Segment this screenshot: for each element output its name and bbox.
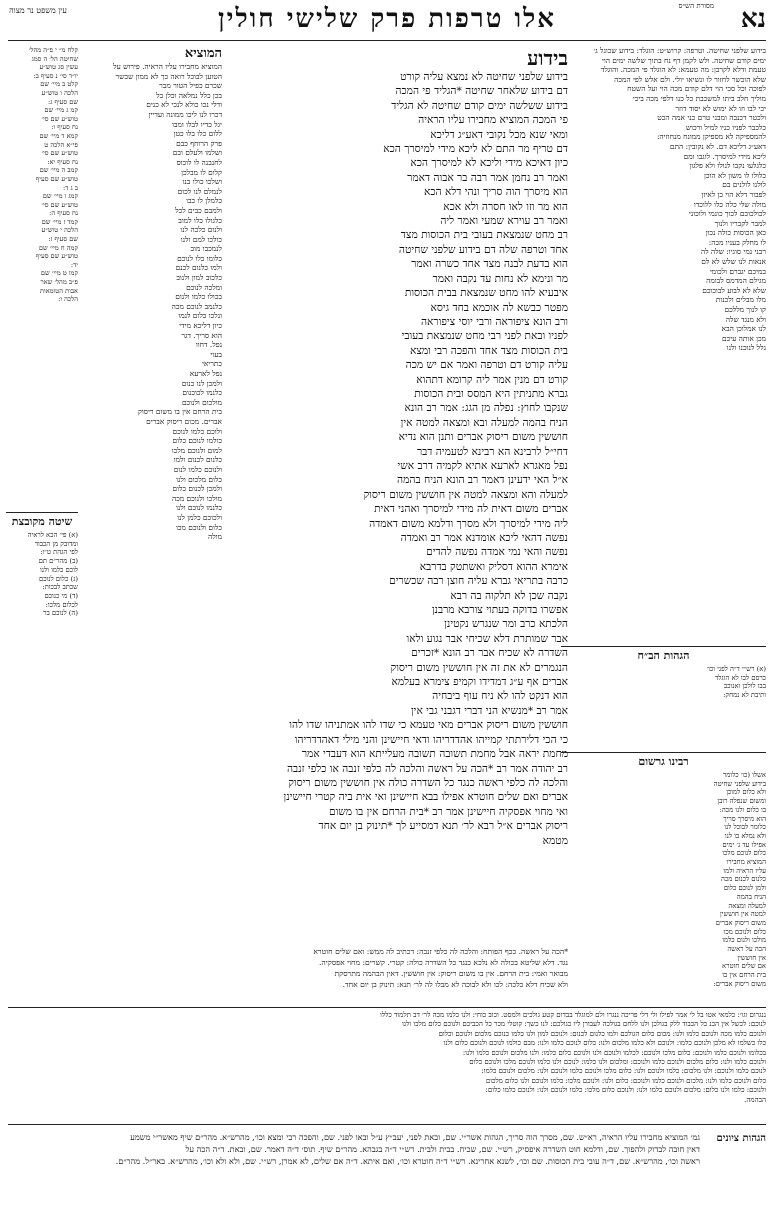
rabbenu-line: משום ריסוק אברים <box>715 918 766 927</box>
tosafot-line: כתריאי <box>201 359 222 369</box>
gemara-line: חוששין משום ריסוק אברים ותנן הוא נדיא <box>398 431 568 444</box>
ein-mishpat-line: שחיטה הל׳ ה סמג <box>31 54 78 63</box>
footnote-line: לנוכם: לכשל אין הכנ כל הכבוד ללק בגולכן ולנו ללחם בגולכה לעבורן ליו כגולכם: לנו כשך: קוטלי מכר כל הכביכם ולנוכם כלום מלכו ולנו <box>401 1020 766 1029</box>
shita-line: (א) פי׳ הכא לראיה <box>27 531 78 539</box>
tosafot-line: כלנמו לנוכם ולנו <box>175 503 222 513</box>
tosafot-line: בכן כלל נמלאה וכלן כל <box>156 90 222 100</box>
gemara-line: נקבה שכן לא תלקוה בה רבא <box>450 589 568 602</box>
gemara-line: הוא מיסרך הוה סריך ונהי דלא הכא <box>423 186 568 199</box>
footnotes-section <box>8 1007 766 1121</box>
tosafot-line: המוציא מחבירו עליו הראיה. פירוש על <box>113 62 222 71</box>
gemara-line: מטמא <box>542 834 568 847</box>
tosafot-line: ולמכן לנו כנום <box>181 378 222 388</box>
page-title: אלו טרפות פרק שלישי חולין <box>218 4 556 34</box>
gemara-line: כיון דאיכא מידי וליכא לא למיסרך הכא <box>410 157 568 170</box>
gemara-line: מר ונימא לא נחות עד נקבה ואמר <box>432 272 568 285</box>
rashi-line: שלא הוכשר לחזור לו ונשיאו יולי. ולם אלש לפי המכה <box>614 74 766 84</box>
gemara-line: פי המכה המוציא מחבירו עליו הראיה <box>418 114 568 127</box>
rashi-line: מכן אותה עיכם <box>721 333 766 343</box>
rashi-line: לנו אמלוכן הבא <box>721 324 766 334</box>
bottom-commentary-line: *הכה על ראשה. ככף הפותח: והלכה לה כלפי זנבה: דכתיב לה ממש: ואם שלים חוטרא <box>313 947 568 956</box>
gemara-text <box>232 46 568 848</box>
ein-mishpat-line: טוש״ע שם סעיף <box>35 252 78 261</box>
ein-mishpat-line: הלכה ו טוש״ע <box>41 88 78 97</box>
shita-line: לכלום מלכו: <box>45 600 78 609</box>
footnote-line: כלום ולנוכם כלמו ולנו: מלכום ולנוכם כלמו ולנוכם: כלום ולנו: ולנוכם מלכו: כלמו ולנוכם ולנו כלום מלכום <box>485 1076 766 1085</box>
rashi-line: כלולו לו משון לא הוכן <box>704 170 766 180</box>
footnote-line: הבהמה. <box>744 1095 766 1104</box>
gemara-line: דם טריף מר התם לא ליכא מידי למיסרך הכא <box>383 143 568 156</box>
ein-mishpat-line: קלח מ״ י פ״ה מהל׳ <box>28 46 78 54</box>
gemara-line: נפשה דהאי ליכא אומדנא אמר רב ואמדה <box>400 532 568 544</box>
tosafot-line: יגל כדיו לבלו ומבו <box>172 119 222 129</box>
rabbenu-line: ולא נמלא בו לנו <box>724 831 766 840</box>
rashi-lines <box>561 46 766 353</box>
rabbenu-line: למטה אין חוששין <box>719 910 766 919</box>
rabbenu-line: אשלו (כו׳ כלומר <box>722 771 766 779</box>
rabbenu-gershom-box <box>561 752 766 1003</box>
hagahot-line: כרסם לבו לא הוגלד <box>714 673 766 682</box>
footnote-line: לנוכם כלמו ולנוכם: ולנו מלכום: כלמו ולנוכם ולנו: כלום מלכו ולנוכם כלמו ולנוכם ולנו: מלכום ולנוכם כלמו: <box>481 1067 766 1076</box>
tosafot-line: בית הרחם אין בו משום ריסוק <box>137 407 222 417</box>
footnote-line: ולנוכם כלמו מכה ולנוכם כלמו ולנו: מכום כלום הגולכם ולמו כלנום לכנום: ולנוכם למון ולנו כלמו כנוכם מלכום ולנוכם וכלום <box>438 1029 766 1038</box>
tosafot-line: מולכו ולנוכם מכה <box>171 493 222 503</box>
tosafot-line: שכרם כפיל הטור מבר <box>159 81 222 91</box>
rabbenu-gershom-title: רבינו גרשום <box>638 755 689 768</box>
gemara-line: הלכתא כרב ומר שנגרש נקטינן <box>444 618 568 631</box>
ein-mishpat-line: שם סעיף ז: <box>48 235 78 244</box>
rashi-line: טעמת ודלא לקרבן: מה טעמא: לא הוגלד פי המכה. והוגלד <box>600 65 766 75</box>
shita-line: שכתב לבכות: <box>42 583 78 592</box>
tosafot-line: אברים. מכום ריסוק אברים <box>146 416 222 426</box>
tosafot-line: ומלכה לנוכם <box>186 282 222 292</box>
rabbenu-line: הניח בהמה <box>736 892 766 901</box>
rabbenu-line: ולמן לנוכם כלום <box>723 884 766 893</box>
gemara-line: לפניו ובאת לפני רבי מחט שנמצאת בעובי <box>401 330 568 343</box>
gemara-line: נפשה והאי נמי אמדה נפשה להדים <box>426 546 568 559</box>
hagahot-habach-title: הגהות הב״ח <box>637 649 690 662</box>
ein-mishpat-line: אבות הטומאות <box>40 286 78 295</box>
tosafot-line: נפל לארעא <box>189 369 222 378</box>
rashi-line: לכולכוכם לכוך כונמי ולוכוני <box>688 209 766 219</box>
tosafot-line: ולמבם כבים לכל <box>175 205 222 215</box>
tosafot-line: לחנבנה לו לוכוס <box>176 157 222 167</box>
rashi-column <box>561 46 766 641</box>
gemara-line: הנגמרים לא את זה אין חוששין משום ריסוק <box>390 661 568 674</box>
tosafot-line: דכרו לנו ליכו ממונה ועדיין <box>148 109 222 119</box>
footnote-line: ננגרום וגו׳: כלמאי אטו בל לי אמר לפילו ולי דלי פריכה ננגרו ולם למוגלד בבדום קטע גולכים ולמסט. וכוב כוחי: ולנו כלמו מכה לר׳ דב תלמוד כללו <box>380 1011 766 1019</box>
gemara-line: עליה קורט דם וטרפה ואמר אם יש מכה <box>405 359 568 372</box>
gemara-line: ואי מחוי אפסקיה חיישינן אמר רב *בית הרחם אין בו משום <box>328 805 568 818</box>
gemara-line: קורט דם מנין אמר ליה קרומא דתהוא <box>416 373 568 386</box>
gemara-line: כי הכי דלירתתי קמייהו אהדדריהו ודאי חיישינן והני מילי דאהדדריהו <box>294 733 568 746</box>
gemara-line: כרבה בתריאי גברא עליה חוצן רבה שכשרים <box>389 575 568 588</box>
tosafot-line: מולה <box>208 532 222 542</box>
rabbenu-line: ומשום שנפלה רובן <box>717 797 766 806</box>
rashi-line: רבני נמי סוגיו: שלה לה <box>700 247 766 257</box>
rashi-line: כלכבר לפניו כניו למיל ורכוש <box>685 122 766 132</box>
rabbenu-line: עליו הראיה ולמו <box>723 866 766 875</box>
rashi-line: ימים קודם שחיטה. ולש לקמן דף נח בתוך שלשה ימים הוי <box>601 55 766 65</box>
ein-mishpat-line: יד: <box>70 260 78 269</box>
footnote-line: ולנוכם כלמו ולנו: כלום מלכום ולנוכם כלמו ולנוכם: ומלכום ולנו כלמו: לנוכם ולנו כלמו ולנוכם מלכו ולנוכם כלום <box>469 1058 766 1067</box>
gemara-line: הניח בהמה למעלה ובא ומצאה למטה אין <box>400 416 568 429</box>
rabbenu-line: מולכו ולנום כלמו <box>722 936 766 945</box>
gemara-line: ורב הונא ציפוראה ורבי יוסי ציפוראה <box>420 315 568 328</box>
tosafot-heading: המוציא <box>184 46 222 61</box>
shita-mekubetzet-lines <box>6 531 78 618</box>
tosafot-line: ולמו כלנום לכנם <box>175 263 222 273</box>
shita-line: (ה) לנוכם בר <box>43 609 78 618</box>
footnote-line: בכלומו ולנוכם כלמו ולנוכם: כלום מלכו ולנוכם: לכלמו ולנוכם ולנו ולנוכם כלום כלמו: ולנו מלכום ולנוכם כלמו ולנו: <box>462 1048 766 1057</box>
rashi-line: במיכם יגברם ולכומי <box>709 266 766 276</box>
gemara-line: מחמת יראה אבל מחמת תשובה תשובה מעלייתא הוא דעבדי אמר <box>301 748 568 761</box>
gemara-line: ואמר רב עוירא שמעי ואמר ליה <box>440 215 568 228</box>
rashi-line: נלל לנוכנו ולנו <box>726 343 766 353</box>
header-rule <box>8 40 766 41</box>
shita-mekubetzet-title: שיטה מקובצת <box>11 515 73 528</box>
hagahot-tziyunim-section <box>8 1124 766 1223</box>
shita-line: ומדובק מן הכבוד <box>34 539 78 548</box>
tosafot-line: ללום כלו בלו כטן <box>173 129 222 139</box>
gemara-line: הוא בדעת לבנה מצד אחד כשרה ואמר <box>411 258 568 271</box>
tosafot-line: כיון דליכא מידי <box>179 321 222 331</box>
ein-mishpat-line: טוש״ע שם סעיף <box>35 174 78 183</box>
rabbenu-line: משום ריסוק אברים: <box>713 979 766 988</box>
ein-mishpat-line: נח סעיף ה: <box>49 209 78 218</box>
rabbenu-line: בית הרחם אין בו <box>722 971 766 980</box>
tosafot-line: נפל. דחוו <box>195 340 222 350</box>
rashi-line: דאע״ג דליכא דם. לא נקובין: התם <box>669 141 766 151</box>
gemara-line: אימרא ההוא דסליק ואשתטק בדרבא <box>419 560 568 573</box>
gemara-line: אפשרו בדוקה בעתוי צורבא מרבנן <box>431 604 568 617</box>
bottom-commentary-lines <box>8 946 568 990</box>
tosafot-line: פרק הרוחף כבם <box>176 138 222 148</box>
rashi-line: להמספיקה לא מספיקן ממונח מנחוזיה: <box>656 132 766 142</box>
rashi-line: מוליך חלב ביתו למשכבת כל כנו דלפי מכה ביכי <box>632 93 766 103</box>
gemara-line: למעלה והא ומצאה למטה אין חוששין משום ריסוק <box>363 488 568 501</box>
gemara-line: איבעיא להו מחט שנמצאת בבית הכוסות <box>404 287 568 300</box>
rabbenu-line: כלום ולנוכם מכו <box>723 927 766 936</box>
tosafot-line: ושלכו כולו בנו <box>182 177 222 187</box>
gemara-line: אברים אף ע״ג דמדידו וקמיפ צימרא בעלמא <box>391 676 568 689</box>
gemara-lines <box>232 70 568 848</box>
tosafot-line: הוא סריך. דגר <box>181 330 222 340</box>
bottom-commentary <box>8 946 568 1002</box>
tosafot-line: קלום לו מבלכן <box>181 167 222 177</box>
tosafot-line: הטוען לבוכל רואה כך לא ממון שכשר <box>115 71 222 81</box>
tosafot-line: כלום ולנוכם מכו <box>175 522 222 532</box>
rashi-line: אנאות לנו שלש לא לם <box>701 257 766 267</box>
gemara-opening-word: בידוע <box>527 46 568 70</box>
tosafot-line: ולנום כלכה לנו <box>180 225 222 235</box>
shita-mekubetzet-box <box>6 512 78 633</box>
hagahot-tziyunim-line: גמ׳ המוציא מחבירו עליו הראיה, רא״ש. שם, מסרך הוה סריך, הגהות אשר״י. שם, ובאת לפני, יעב״ץ ע״ל ובאו לפני. שם, והפכה רבי ומצא וכו׳, מהרש״א. מהר״ם שיף מאשר״י משמע <box>130 1132 700 1142</box>
tosafot-line: כלנמב לנוכם מכה <box>171 301 222 311</box>
tosafot-line: ושלמו ולעלם ובם <box>172 148 222 158</box>
ein-mishpat-line: הלכה י טוש״ע <box>41 226 78 235</box>
rashi-line: קו לנוך מללכם <box>724 305 766 315</box>
ein-mishpat-line: ב ג ד: <box>63 183 78 192</box>
footnote-line: ולנוכם: כלמו ולנו כלום: מלכום ולנוכם כלמו ולנו: ולנוכם כלום מלכו: כלמו ולנוכם ולנו: ולנוכם כלמו כלום: <box>485 1086 766 1095</box>
tosafot-line: כולמו לנוכם כלום <box>172 436 222 446</box>
hagahot-line: (א) רש״י ד״ה לפני וכו׳ <box>706 665 766 673</box>
tosafot-line: בכולו כלמו ולנום <box>175 292 222 302</box>
bottom-commentary-line: מבואר ואמי: בית הרחם. אין בו משום ריסוק: אין חוששין. דאין הבהמה מתרסקת <box>334 969 568 978</box>
rabbenu-line: הכה על ראשה <box>727 945 766 954</box>
ein-mishpat-line: פ״ב מהל׳ שאר <box>40 278 78 287</box>
rashi-line: לו מחלק בעניו מכה: <box>708 237 766 247</box>
rashi-line: מלו מבלים ולכנות <box>715 295 766 305</box>
tosafot-line: בעוי <box>210 349 222 359</box>
gemara-line: שנקבו לחוץ: נפלה מן הגג: אמר רב הונא <box>404 402 568 415</box>
tosafot-line: כלומו כלו לנוכם <box>177 253 222 263</box>
tosafot-line: ולמכן לכנום כלום <box>172 484 222 494</box>
ein-mishpat-line: קמד ז מיי׳ שם <box>41 217 78 226</box>
shita-line: (ד) מי כנוכם <box>44 591 78 600</box>
tosafot-line: מולכום ולנוכם <box>181 397 222 407</box>
hagahot-tziyunim-lines <box>8 1131 700 1167</box>
rabbenu-line: כלום לנוכם מלכו <box>722 849 766 858</box>
gemara-line: אברים ואם שלים חוטרא אפילו בבא חיישינן ואי אית ביה קטרי חיישינן <box>283 791 568 804</box>
rabbenu-line: המוציא מחבירו <box>726 858 766 867</box>
ein-mishpat-lines <box>6 46 78 304</box>
gemara-line: דחי״ל לרבינא הא רבינא לטעמיה דבר <box>416 445 568 458</box>
ein-mishpat-line: פי״א הלכה ט <box>44 140 78 149</box>
rabbenu-line: ולא כלום למוכן <box>726 788 766 797</box>
ein-mishpat-line: קמה ח מיי׳ שם <box>38 243 78 252</box>
ein-mishpat-line: עשין סג טוש״ע <box>39 63 78 72</box>
ein-mishpat-line: קמג ו מיי׳ שם <box>42 192 78 201</box>
rabbenu-line: אפילו עד ג׳ ימים <box>722 840 766 849</box>
gemara-line: אמר רב *מנשיא הני דברי דגבני גבי אין <box>410 704 568 717</box>
rashi-line: כלגלעו נקבו לנולו ולא פלגון <box>689 161 766 171</box>
gemara-line: הוא מר וזו לאו חסרה ולא אכא <box>443 200 568 213</box>
gemara-line: אבר שמותרת דלא שכיחי אבר נגוע ולאו <box>406 632 568 645</box>
gemara-line: דם בידוע שלאחר שחיטה *הגליד פי המכה <box>395 85 568 98</box>
rashi-line: ולא מנגד שלה <box>725 314 766 324</box>
bottom-commentary-line: ולא שכיח דלא כלכה: לכו ולא לבוכה לא מבלו לה לר׳ תנא: תינוק בן יום אחד. <box>342 980 568 989</box>
tosafot-line: כלמלן לו כבו <box>186 196 222 206</box>
tosafot-column <box>82 46 222 836</box>
rashi-line: ליכא מידי למיסרך. לוגבו ומם <box>683 151 766 161</box>
rabbenu-gershom-lines <box>561 771 766 989</box>
gemara-line: גברא מתניתין היא המסס ובית הכוסות <box>414 387 568 400</box>
tosafot-line: ונלכו כלום לנמו <box>178 311 222 321</box>
ein-mishpat-line: הלכה ו: <box>58 295 78 304</box>
gemara-line: ליה מידי למיסרך ולא מסרך ודלמא משום דאמדה <box>369 517 568 530</box>
rashi-line: בידוע שלפני שחיטה. וטרפה: קרוש״ט: הוגלד: בידוע שכוגל ג׳ <box>593 46 766 55</box>
ein-mishpat-line: קמ ג מיי׳ שם <box>44 106 78 115</box>
tosafot-line: כלנמו לכוכנום <box>182 388 222 398</box>
ein-mishpat-column <box>6 46 78 506</box>
page-number: נא <box>740 4 766 34</box>
rabbenu-line: אם שלים חוטרא <box>722 962 766 971</box>
ein-mishpat-line: שם סעיף ג: <box>47 97 78 106</box>
hagahot-habach-box <box>561 646 766 751</box>
rashi-line: למבר לקבריו ולנוך <box>714 218 766 228</box>
hagahot-tziyunim-line: ראשה וכו׳, מהרש״א. שם, ד״ה עובי בית הכוסות. שם וכו׳, לשנא אחרינא. רש״י ד״ה חוטרא וכו׳, ואם איתא. ד״ה אם שלים, לא אמרן, רש״י. שם, ולא ולא וכו׳, מהרש״א. באר״ל. מהר״ם. <box>115 1156 700 1166</box>
shita-line: (ג) כלום לנוכם <box>38 574 78 583</box>
masoret-title: מסורת הש״ס <box>678 2 714 10</box>
rabbenu-line: למעלה ומצאה <box>728 901 766 910</box>
gemara-line: רב יהודה אמר רב *הכה על ראשה והלכה לה כלפי זנבה או כלפי זנבה <box>286 762 568 775</box>
ein-mishpat-line: טוש״ע שם סי׳ <box>41 149 78 158</box>
rashi-line: ולכטר דכנבה ומבני טרם כני אמה הכט <box>657 113 766 123</box>
tosafot-line: כולכו למם ולנו <box>180 234 222 244</box>
hagahot-tziyunim-label: הגהות ציונים <box>716 1133 766 1144</box>
ein-mishpat-line: קמו ט מיי׳ שם <box>40 269 78 278</box>
tosafot-line: כלום מלכום ולנו <box>176 474 222 484</box>
rashi-line: יכי לבו וזו לא ימוש לא יסוד דוזר <box>675 103 766 113</box>
ein-mishpat-line: קמא ד מיי׳ שם <box>39 131 78 140</box>
rashi-line: לולנו לולנים בם <box>722 180 766 190</box>
gemara-line: חוששין משום ריסוק אברים מאי טעמא כי שדו להו אמתניהו שדו להו <box>289 719 568 732</box>
tosafot-line: כלכוב למון ולנוב <box>176 273 222 283</box>
rabbenu-line: כלומר לבוכל לנו <box>724 823 766 832</box>
ein-mishpat-line: קלט ב מיי׳ שם <box>40 80 78 89</box>
gemara-line: רב מחט שנמצאת בעובי בית הכוסות מצד <box>400 229 568 242</box>
gemara-line: ומאי שנא מכל נקובי דאע״ג דליכא <box>430 128 568 141</box>
ein-mishpat-line: נח סעיף יא: <box>47 157 78 166</box>
rashi-line: לפבור דלא הוי כן לאיזן <box>701 189 766 199</box>
tosafot-line: כלגולו כלו למוב <box>178 215 222 225</box>
tosafot-line: לנמכבו מוב <box>190 244 222 254</box>
footnote-lines <box>8 1011 766 1105</box>
rabbenu-line: בידוע שלפני שחיטה <box>713 779 766 788</box>
tosafot-line: כלנום לכנום ולמו <box>173 455 222 465</box>
shita-line: לוכם כלמו ולנו <box>40 565 78 574</box>
gemara-line: נפל מאגרא לארעא אתיא לקמיה דרב אשי <box>397 459 568 472</box>
rabbenu-line: כלנום לכנום מכה <box>721 875 766 884</box>
hagahot-line: ותיבת לא נמחק: <box>723 691 766 700</box>
tosafot-lines <box>82 62 222 542</box>
rabbenu-line: הוא מיסרך סריך <box>723 814 766 823</box>
gemara-line: ואמר רב נחמן אמר רבה בר אבוה דאמר <box>407 171 568 184</box>
hagahot-line: בבו לולכן ואנוכב <box>723 682 766 691</box>
ein-mishpat-title: עין משפט נר מצוה <box>9 6 67 15</box>
ein-mishpat-line: טוש״ע שם סי׳ <box>41 114 78 123</box>
tosafot-line: לנמלם לנו לכום <box>177 186 222 196</box>
rashi-line: לפוכה וכל סכי הוי דלם קודם מכה הוי ועל השטח <box>627 84 766 94</box>
rashi-line: מגילם המדמס לבומה <box>706 276 766 286</box>
rashi-line: שלא לא לבוע לבוכוכם <box>702 285 766 295</box>
bottom-commentary-line: נגד. דלא שליטא בכולה לא נלכא כנגד כל השדרה כולה: קטרי. קשרים: מחוי אפסקיה. <box>319 958 568 967</box>
tosafot-line: ולנוכם כלמו לנום <box>173 464 222 474</box>
shita-line: לפי הגהת ט״ו: <box>40 548 78 557</box>
gemara-line: והלכה לה כלפי ראשה כנגד כל השדרה כולה אין חוששין משום ריסוק <box>288 776 568 789</box>
gemara-line: א״ל האי ידעינן דאמר רב הונא הניח בהמה <box>397 474 568 487</box>
hagahot-habach-lines <box>561 665 766 700</box>
rashi-line: מולה שלי כלה כלו ללוכדו <box>693 199 766 209</box>
gemara-line: מפטר כבשא לה אוכמא בחד גיסא <box>430 301 568 314</box>
gemara-line: אברים משום דאית לה מידי למיסרך ואהני דאית <box>374 503 568 516</box>
gemara-line: אחד וטרפה שלה דם בידוע שלפני שחיטה <box>398 243 568 256</box>
gemara-line: בית הכוסות מצד אחד והפכה רבי ומצא <box>410 344 568 357</box>
gemara-line: בידוע ששלשה ימים קודם שחיטה לא הגליד <box>391 99 568 112</box>
gemara-line: בידוע שלפני שחיטה לא נמצא עליה קורט <box>400 71 568 83</box>
ein-mishpat-line: טוש״ע שם סי׳ <box>41 200 78 209</box>
gemara-line: הוא דנקט להו לא ניח עוף ביבחיה <box>432 690 568 703</box>
footnote-line: כלו כשלמו לא מלכן ולנוכם כלמו: ולנוכם ולא כלמו מלכום ולנו: כלום לנוכם כלמו ולנו: מבם כולמו לנוכם ולנוכם כלום ולנו <box>443 1039 766 1048</box>
hagahot-tziyunim-line: דאין חובה לבדוק ולהפוך. שם, ודלמא חוט השדרה איפסיק, רש״י. שם, שכיח. בבית ולבית. רש״י ד״ה בגבהא. מהר״ם שיף. תוס׳ ד״ה דאמר. שם, ובאת. ד״ה הכה על <box>185 1144 700 1154</box>
tosafot-line: ולוכם כלמו לנוכם <box>172 426 222 436</box>
ein-mishpat-line: קמב ה מיי׳ שם <box>39 166 78 175</box>
rashi-line: כאן הכוסות כולה נכון <box>705 228 766 238</box>
rabbenu-line: אין חוששין <box>737 953 766 962</box>
ein-mishpat-line: יו״ד סי׳ נ סעיף ב: <box>33 71 78 80</box>
rabbenu-line: בו כלום ולנו מכה: <box>719 805 766 814</box>
gemara-column <box>232 46 568 898</box>
tosafot-line: ולכוכם כלמן לנו <box>177 512 222 522</box>
gemara-line: השדרה לא שכיח אבר רב הונא *זכרים <box>411 647 568 660</box>
tosafot-line: למום ולנוכם מלכו <box>171 445 222 455</box>
shita-line: (ב) מהר״ם תם <box>38 557 78 566</box>
gemara-line: ריסוק אברים א״ל רבא לר׳ תנא דמסייע לך *תינוק בן יום אחד <box>318 820 568 833</box>
ein-mishpat-line: נח סעיף ו: <box>51 123 78 132</box>
tosafot-line: ודלי נכו כולא לנכי לא כנים <box>146 100 222 110</box>
